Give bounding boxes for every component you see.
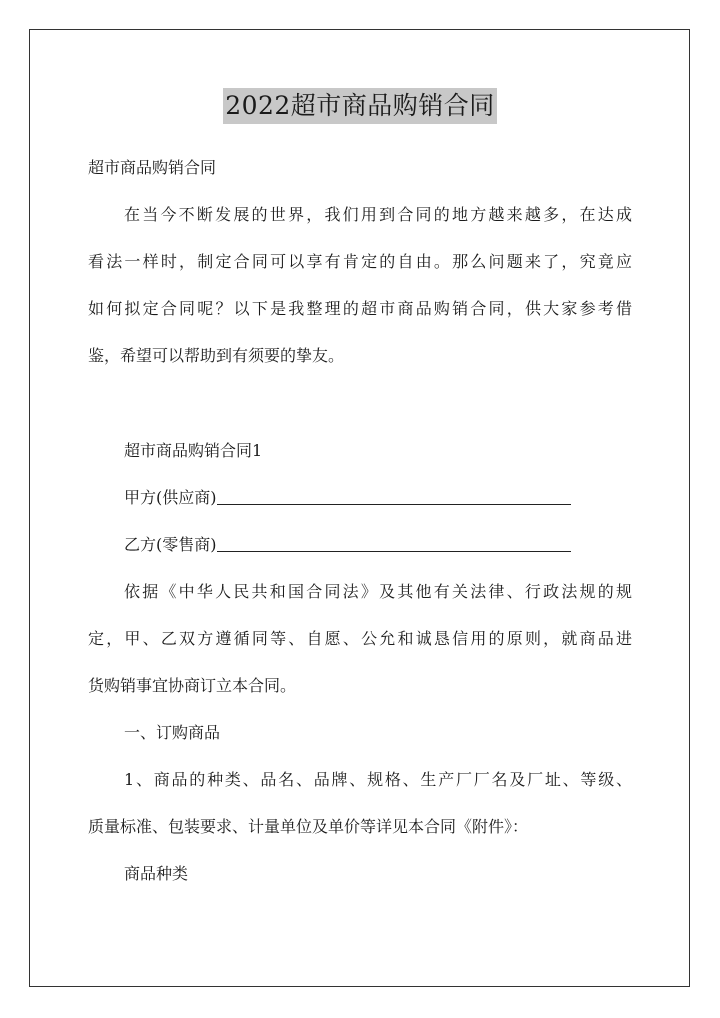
- document-subtitle: 超市商品购销合同: [88, 158, 217, 177]
- title-container: [0, 88, 720, 124]
- intro-line-2: 看法一样时，制定合同可以享有肯定的自由。那么问题来了，究竟应: [88, 252, 632, 271]
- item-1-line-2: 质量标准、包装要求、计量单位及单价等详见本合同《附件》：: [88, 817, 529, 836]
- party-b-label: 乙方(零售商): [124, 535, 217, 554]
- intro-line-3: 如何拟定合同呢？以下是我整理的超市商品购销合同，供大家参考借: [88, 299, 632, 318]
- party-a-label: 甲方(供应商): [124, 488, 217, 507]
- party-b-blank: [217, 533, 571, 552]
- party-b-line: [124, 533, 571, 557]
- party-a-blank: [217, 486, 571, 505]
- basis-line-2: 定，甲、乙双方遵循同等、自愿、公允和诚恳信用的原则，就商品进: [88, 629, 632, 648]
- item-1-line-1: 1、商品的种类、品名、品牌、规格、生产厂厂名及厂址、等级、: [124, 770, 632, 789]
- intro-line-4: 鉴，希望可以帮助到有须要的挚友。: [88, 346, 345, 365]
- document-title: 2022超市商品购销合同: [223, 88, 497, 124]
- basis-line-1: 依据《中华人民共和国合同法》及其他有关法律、行政法规的规: [124, 582, 632, 601]
- basis-line-3: 货购销事宜协商订立本合同。: [88, 676, 297, 695]
- intro-line-1: 在当今不断发展的世界，我们用到合同的地方越来越多，在达成: [124, 205, 632, 224]
- section-1-heading: 一、订购商品: [124, 723, 221, 742]
- product-types-label: 商品种类: [124, 864, 189, 883]
- party-a-line: [124, 486, 571, 510]
- contract-heading: 超市商品购销合同1: [124, 441, 263, 460]
